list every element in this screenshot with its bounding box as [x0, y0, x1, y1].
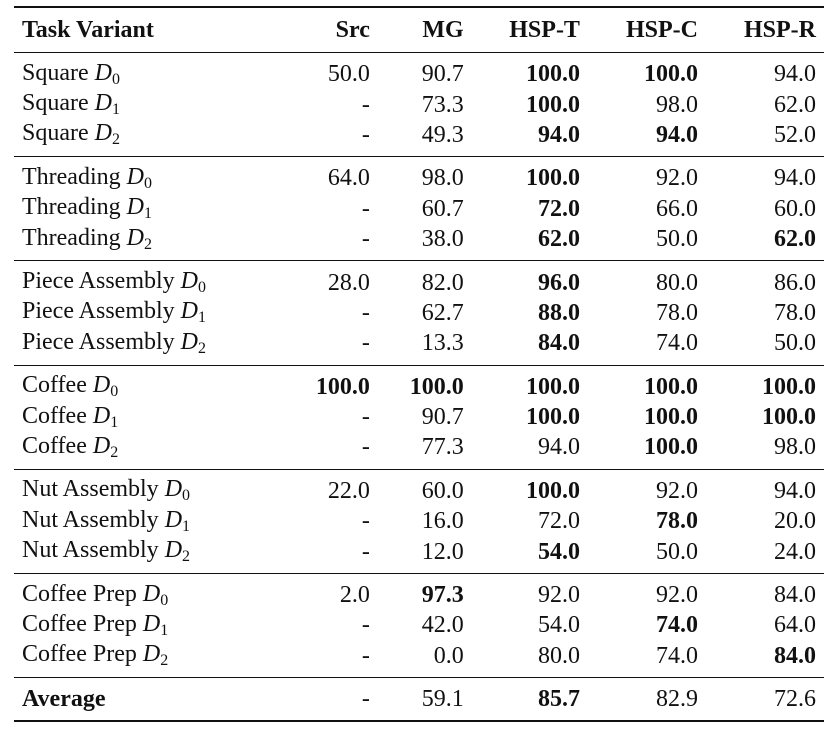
- hsp-c-cell: 78.0: [655, 299, 698, 326]
- hsp-r-cell: 94.0: [774, 165, 816, 192]
- table-row: [14, 610, 824, 640]
- task-variant-cell: [14, 261, 284, 298]
- variant-symbol: [143, 581, 168, 607]
- mg-cell: 42.0: [421, 612, 464, 639]
- hsp-c-cell: 100.0: [643, 434, 698, 461]
- hsp-r-cell: 94.0: [774, 477, 816, 504]
- hsp-r-cell: 94.0: [774, 61, 816, 88]
- hsp-c-cell: 78.0: [655, 508, 698, 535]
- table-row: [14, 120, 824, 157]
- variant-index: 0: [160, 591, 169, 609]
- variant-index: 2: [160, 652, 169, 670]
- task-name: Nut Assembly: [22, 537, 159, 564]
- task-variant-cell: [14, 328, 284, 365]
- mg-cell: 90.7: [421, 61, 464, 88]
- mg-cell: 98.0: [421, 165, 464, 192]
- task-name: Piece Assembly: [22, 268, 175, 295]
- hsp-c-cell: 100.0: [643, 61, 698, 88]
- variant-letter: D: [180, 298, 198, 325]
- variant-symbol: [92, 372, 119, 401]
- variant-index: 2: [143, 235, 152, 253]
- mg-cell: 82.0: [421, 269, 464, 296]
- hsp-r-cell: 100.0: [762, 373, 816, 400]
- variant-index: 1: [112, 101, 120, 119]
- task-name: Coffee: [22, 372, 87, 399]
- src-cell: 50.0: [327, 61, 370, 88]
- task-variant-cell: [14, 298, 284, 328]
- mg-cell: 0.0: [433, 642, 464, 669]
- mg-cell: 60.7: [421, 195, 464, 222]
- src-cell: -: [361, 226, 370, 253]
- hsp-t-cell: 62.0: [537, 226, 580, 253]
- mg-cell: 13.3: [421, 330, 464, 357]
- variant-letter: D: [164, 537, 183, 564]
- src-cell: -: [361, 299, 370, 326]
- table-body: [14, 53, 824, 722]
- variant-symbol: [127, 164, 152, 190]
- variant-index: 0: [198, 279, 206, 297]
- header-mg: MG: [422, 16, 464, 43]
- task-name: Coffee Prep: [22, 641, 137, 668]
- src-cell: 2.0: [339, 582, 370, 609]
- header-hsp-r: HSP-R: [744, 16, 816, 43]
- hsp-t-cell: 72.0: [537, 508, 580, 535]
- task-variant-cell: [14, 53, 284, 90]
- table-row: [14, 641, 824, 678]
- hsp-t-cell: 94.0: [537, 121, 580, 148]
- src-cell: 100.0: [315, 373, 370, 400]
- hsp-t-cell: 54.0: [537, 538, 580, 565]
- mg-cell: 38.0: [421, 226, 464, 253]
- task-name: Piece Assembly: [22, 298, 175, 325]
- variant-letter: D: [180, 268, 198, 295]
- task-variant-cell: [14, 194, 284, 224]
- mg-cell: 62.7: [421, 299, 464, 326]
- table-row: [14, 432, 824, 469]
- table-row: [14, 402, 824, 432]
- task-variant-cell: [14, 432, 284, 469]
- task-variant-cell: [14, 120, 284, 157]
- hsp-c-cell: 66.0: [655, 195, 698, 222]
- variant-symbol: [142, 641, 169, 670]
- table-row: [14, 365, 824, 402]
- variant-letter: D: [142, 580, 161, 607]
- task-name: Piece Assembly: [22, 328, 175, 355]
- src-cell: -: [361, 538, 370, 565]
- variant-index: 1: [160, 621, 169, 639]
- variant-symbol: [181, 329, 206, 355]
- hsp-t-cell: 100.0: [525, 373, 580, 400]
- src-cell: 22.0: [327, 477, 370, 504]
- variant-index: 1: [182, 517, 191, 535]
- average-hsp-c-cell: 82.9: [655, 686, 698, 713]
- hsp-r-cell: 98.0: [774, 434, 816, 461]
- hsp-t-cell: 100.0: [525, 477, 580, 504]
- hsp-r-cell: 84.0: [774, 582, 816, 609]
- variant-letter: D: [142, 610, 161, 637]
- variant-index: 2: [182, 548, 191, 566]
- table-row: [14, 53, 824, 90]
- results-table: [14, 6, 824, 722]
- header-task-variant: Task Variant: [22, 16, 154, 43]
- hsp-t-cell: 84.0: [537, 330, 580, 357]
- hsp-r-cell: 60.0: [774, 195, 816, 222]
- hsp-t-cell: 100.0: [525, 91, 580, 118]
- header-hsp-t: HSP-T: [509, 16, 580, 43]
- variant-index: 2: [110, 443, 119, 461]
- hsp-r-cell: 50.0: [774, 330, 816, 357]
- variant-letter: D: [92, 432, 111, 459]
- hsp-c-cell: 74.0: [655, 642, 698, 669]
- table-row: [14, 261, 824, 298]
- task-variant-cell: [14, 402, 284, 432]
- results-table-container: [14, 6, 824, 722]
- task-name: Nut Assembly: [22, 506, 159, 533]
- hsp-r-cell: 100.0: [762, 404, 816, 431]
- hsp-t-cell: 88.0: [537, 299, 580, 326]
- average-row: [14, 678, 824, 722]
- hsp-r-cell: 62.0: [774, 91, 816, 118]
- variant-symbol: [164, 476, 191, 505]
- task-name: Nut Assembly: [22, 476, 159, 503]
- task-variant-cell: [14, 610, 284, 640]
- task-name: Coffee: [22, 432, 87, 459]
- hsp-c-cell: 80.0: [655, 269, 698, 296]
- variant-symbol: [93, 403, 118, 429]
- hsp-c-cell: 98.0: [655, 91, 698, 118]
- hsp-c-cell: 50.0: [655, 226, 698, 253]
- src-cell: -: [361, 91, 370, 118]
- src-cell: -: [361, 612, 370, 639]
- hsp-r-cell: 62.0: [774, 226, 816, 253]
- variant-letter: D: [94, 90, 112, 117]
- task-variant-cell: [14, 224, 284, 261]
- average-hsp-r-cell: 72.6: [774, 686, 816, 713]
- variant-index: 2: [198, 339, 206, 357]
- task-variant-cell: [14, 89, 284, 119]
- src-cell: -: [361, 330, 370, 357]
- table-row: [14, 89, 824, 119]
- hsp-c-cell: 74.0: [655, 330, 698, 357]
- average-mg-cell: 59.1: [421, 686, 464, 713]
- variant-letter: D: [94, 120, 112, 147]
- hsp-t-cell: 100.0: [525, 165, 580, 192]
- mg-cell: 73.3: [421, 91, 464, 118]
- variant-index: 1: [143, 205, 152, 223]
- hsp-c-cell: 100.0: [643, 373, 698, 400]
- hsp-r-cell: 20.0: [774, 508, 816, 535]
- variant-symbol: [127, 225, 152, 251]
- variant-letter: D: [94, 59, 112, 86]
- hsp-r-cell: 86.0: [774, 269, 816, 296]
- average-src-cell: -: [361, 686, 370, 713]
- mg-cell: 100.0: [409, 373, 464, 400]
- hsp-t-cell: 72.0: [537, 195, 580, 222]
- task-variant-cell: [14, 157, 284, 194]
- task-name: Square: [22, 120, 89, 147]
- hsp-r-cell: 78.0: [774, 299, 816, 326]
- variant-letter: D: [126, 224, 144, 251]
- variant-symbol: [180, 268, 206, 297]
- variant-index: 2: [112, 131, 120, 149]
- hsp-t-cell: 100.0: [525, 404, 580, 431]
- hsp-c-cell: 94.0: [655, 121, 698, 148]
- variant-letter: D: [142, 641, 161, 668]
- hsp-t-cell: 96.0: [537, 269, 580, 296]
- variant-letter: D: [126, 163, 144, 190]
- task-variant-cell: [14, 536, 284, 573]
- mg-cell: 60.0: [421, 477, 464, 504]
- variant-symbol: [165, 507, 190, 533]
- variant-letter: D: [164, 506, 183, 533]
- variant-index: 0: [110, 383, 119, 401]
- table-row: [14, 328, 824, 365]
- src-cell: -: [361, 508, 370, 535]
- average-hsp-t-cell: 85.7: [537, 686, 580, 713]
- task-variant-cell: [14, 469, 284, 506]
- table-row: [14, 469, 824, 506]
- variant-symbol: [180, 298, 206, 327]
- variant-letter: D: [126, 194, 144, 221]
- table-header: [14, 7, 824, 53]
- hsp-t-cell: 54.0: [537, 612, 580, 639]
- header-src: Src: [335, 16, 370, 43]
- table-row: [14, 157, 824, 194]
- variant-index: 1: [110, 413, 119, 431]
- variant-symbol: [143, 611, 168, 637]
- variant-letter: D: [92, 402, 111, 429]
- hsp-t-cell: 94.0: [537, 434, 580, 461]
- hsp-c-cell: 92.0: [655, 165, 698, 192]
- hsp-c-cell: 92.0: [655, 582, 698, 609]
- header-hsp-c: HSP-C: [625, 16, 698, 43]
- src-cell: 28.0: [327, 269, 370, 296]
- mg-cell: 49.3: [421, 121, 464, 148]
- src-cell: -: [361, 404, 370, 431]
- variant-symbol: [164, 537, 191, 566]
- hsp-c-cell: 100.0: [643, 404, 698, 431]
- variant-index: 0: [182, 487, 191, 505]
- task-name: Coffee Prep: [22, 610, 137, 637]
- task-variant-cell: [14, 573, 284, 610]
- table-row: [14, 194, 824, 224]
- hsp-c-cell: 74.0: [655, 612, 698, 639]
- src-cell: -: [361, 195, 370, 222]
- src-cell: -: [361, 434, 370, 461]
- variant-letter: D: [164, 476, 183, 503]
- hsp-r-cell: 52.0: [774, 121, 816, 148]
- variant-symbol: [95, 60, 120, 86]
- mg-cell: 12.0: [421, 538, 464, 565]
- task-name: Coffee Prep: [22, 580, 137, 607]
- hsp-c-cell: 92.0: [655, 477, 698, 504]
- header-row: [14, 7, 824, 53]
- table-row: [14, 298, 824, 328]
- mg-cell: 90.7: [421, 404, 464, 431]
- src-cell: -: [361, 121, 370, 148]
- task-variant-cell: [14, 365, 284, 402]
- task-name: Threading: [22, 194, 121, 221]
- variant-index: 1: [198, 309, 206, 327]
- variant-symbol: [94, 120, 120, 149]
- table-row: [14, 224, 824, 261]
- table-row: [14, 506, 824, 536]
- task-variant-cell: [14, 506, 284, 536]
- variant-letter: D: [180, 328, 198, 355]
- src-cell: 64.0: [327, 165, 370, 192]
- average-label: Average: [22, 686, 106, 713]
- task-name: Square: [22, 90, 89, 117]
- variant-letter: D: [92, 372, 111, 399]
- hsp-r-cell: 84.0: [774, 642, 816, 669]
- hsp-r-cell: 24.0: [774, 538, 816, 565]
- variant-symbol: [126, 194, 152, 223]
- task-name: Coffee: [22, 402, 87, 429]
- src-cell: -: [361, 642, 370, 669]
- variant-symbol: [94, 90, 120, 119]
- task-name: Threading: [22, 224, 121, 251]
- hsp-t-cell: 100.0: [525, 61, 580, 88]
- task-variant-cell: [14, 641, 284, 678]
- task-name: Threading: [22, 163, 121, 190]
- task-name: Square: [22, 59, 89, 86]
- variant-index: 0: [112, 70, 120, 88]
- hsp-t-cell: 80.0: [537, 642, 580, 669]
- mg-cell: 77.3: [421, 434, 464, 461]
- variant-index: 0: [143, 174, 152, 192]
- table-row: [14, 536, 824, 573]
- table-row: [14, 573, 824, 610]
- variant-symbol: [93, 433, 118, 459]
- mg-cell: 97.3: [421, 582, 464, 609]
- hsp-t-cell: 92.0: [537, 582, 580, 609]
- hsp-c-cell: 50.0: [655, 538, 698, 565]
- mg-cell: 16.0: [421, 508, 464, 535]
- hsp-r-cell: 64.0: [774, 612, 816, 639]
